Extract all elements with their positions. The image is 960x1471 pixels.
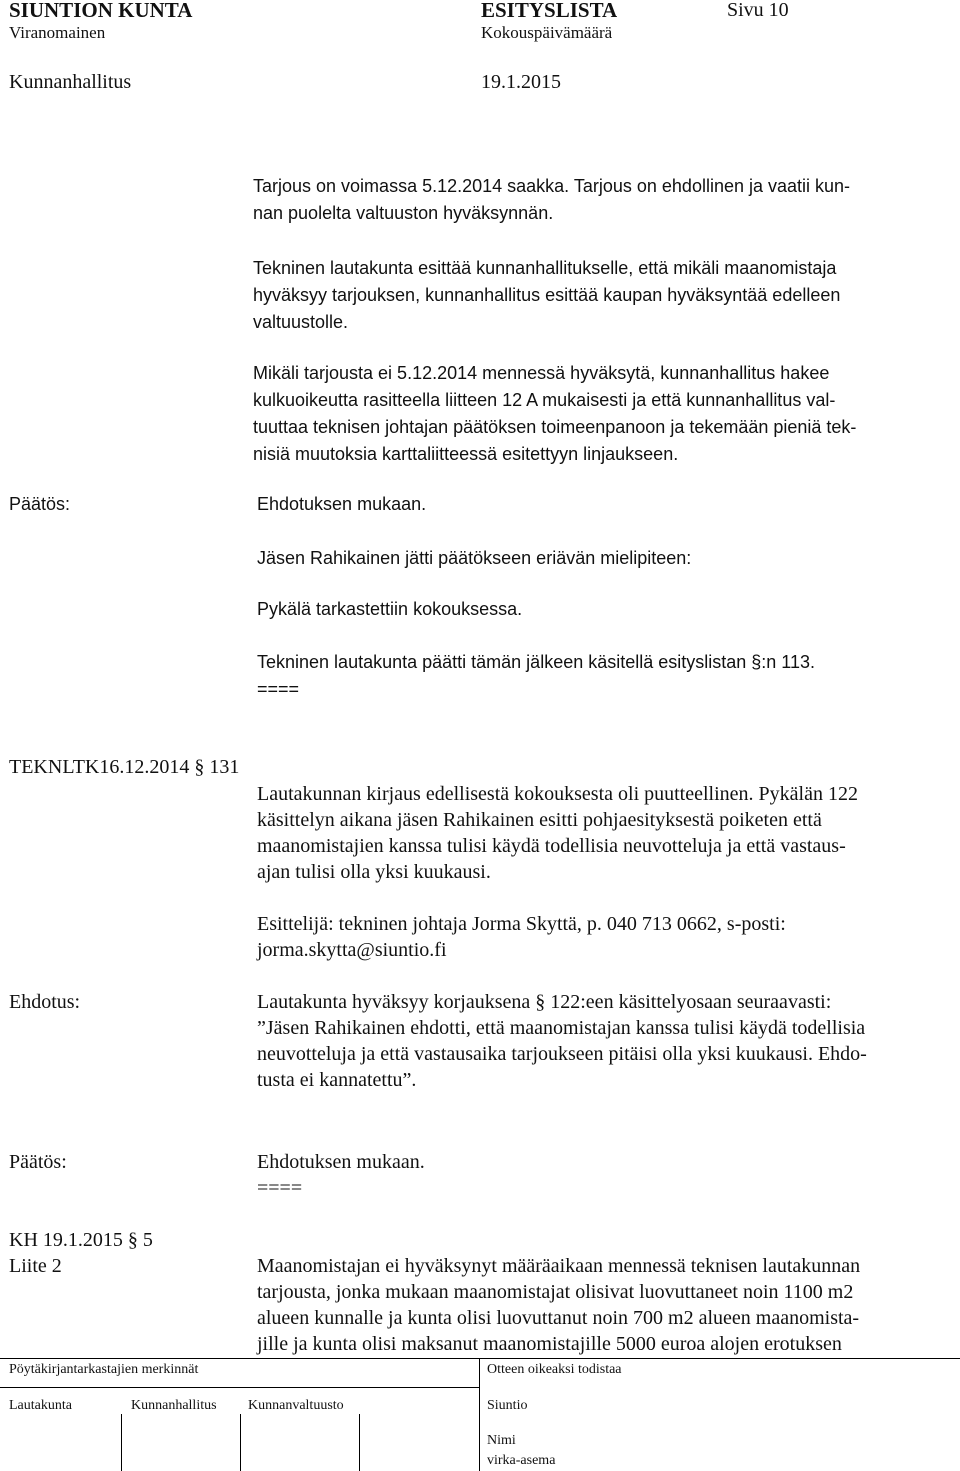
footer-divider: [479, 1358, 480, 1471]
meeting-body: Kunnanhallitus: [9, 71, 132, 93]
presenter-email: jorma.skytta@siuntio.fi: [257, 939, 447, 961]
footer-name: Nimi: [487, 1433, 516, 1448]
intro-line: hyväksyy tarjouksen, kunnanhallitus esittää kaupan hyväksyntää edelleen: [253, 285, 841, 305]
decision-label: Päätös:: [9, 1151, 67, 1173]
intro-line: nan puolelta valtuuston hyväksynnän.: [253, 203, 554, 223]
doc-type: ESITYSLISTA: [481, 0, 618, 22]
footer-top-rule: [0, 1358, 960, 1359]
separator: ====: [257, 1177, 303, 1199]
page-number: Sivu 10: [727, 0, 789, 21]
intro-line: tuuttaa teknisen johtajan päätöksen toimeenpanoon ja tekemään pieniä tek-: [253, 417, 857, 437]
dissent-note: Jäsen Rahikainen jätti päätökseen eriävän mielipiteen:: [257, 548, 692, 568]
org-name: SIUNTION KUNTA: [9, 0, 193, 22]
author-label: Viranomainen: [9, 23, 106, 42]
footer-col-line: [240, 1414, 241, 1471]
proposal-line: ”Jäsen Rahikainen ehdotti, että maanomistajan kanssa tulisi käydä todellisia: [257, 1017, 866, 1039]
proposal-line: neuvotteluja ja että vastausaika tarjoukseen pitäisi olla yksi kuukausi. Ehdo-: [257, 1043, 867, 1065]
meeting-date: 19.1.2015: [481, 71, 561, 93]
proposal-label: Ehdotus:: [9, 991, 81, 1013]
kh-line: jille ja kunta olisi maksanut maanomistajille 5000 euroa alojen erotuksen: [257, 1333, 842, 1355]
date-label: Kokouspäivämäärä: [481, 23, 613, 42]
kh-line: alueen kunnalle ja kunta olisi luovuttanut noin 700 m2 alueen maanomista-: [257, 1307, 860, 1329]
teknltk-line: maanomistajien kanssa tulisi käydä todellisia neuvotteluja ja että vastaus-: [257, 835, 846, 857]
intro-line: Tarjous on voimassa 5.12.2014 saakka. Tarjous on ehdollinen ja vaatii kun-: [253, 176, 851, 196]
footer-col-line: [359, 1414, 360, 1471]
kh-ref: KH 19.1.2015 § 5: [9, 1229, 153, 1251]
teknltk-line: Lautakunnan kirjaus edellisestä kokouksesta oli puutteellinen. Pykälän 122: [257, 783, 858, 805]
teknltk-line: käsittelyn aikana jäsen Rahikainen esitti pohjaesityksestä poiketen että: [257, 809, 822, 831]
footer-col2: Kunnanhallitus: [131, 1398, 217, 1413]
proposal-line: tusta ei kannatettu”.: [257, 1069, 417, 1091]
footer-col3: Kunnanvaltuusto: [248, 1398, 344, 1413]
separator: ====: [257, 679, 300, 699]
checked-note: Pykälä tarkastettiin kokouksessa.: [257, 599, 523, 619]
intro-line: kulkuoikeutta rasitteella liitteen 12 A mukaisesti ja että kunnanhallitus val-: [253, 390, 836, 410]
footer-place: Siuntio: [487, 1398, 528, 1413]
intro-line: nisiä muutoksia karttaliitteessä esitettyyn linjaukseen.: [253, 444, 679, 464]
handling-note: Tekninen lautakunta päätti tämän jälkeen käsitellä esityslistan §:n 113.: [257, 652, 816, 672]
teknltk-line: ajan tulisi olla yksi kuukausi.: [257, 861, 491, 883]
decision-label: Päätös:: [9, 494, 71, 514]
footer-notes-label: Pöytäkirjantarkastajien merkinnät: [9, 1362, 199, 1377]
footer-col1: Lautakunta: [9, 1398, 72, 1413]
intro-line: Mikäli tarjousta ei 5.12.2014 mennessä hyväksytä, kunnanhallitus hakee: [253, 363, 830, 383]
presenter-line: Esittelijä: tekninen johtaja Jorma Skyttä, p. 040 713 0662, s-posti:: [257, 913, 786, 935]
footer-certified: Otteen oikeaksi todistaa: [487, 1362, 622, 1377]
kh-line: Maanomistajan ei hyväksynyt määräaikaan mennessä teknisen lautakunnan: [257, 1255, 861, 1277]
decision-text: Ehdotuksen mukaan.: [257, 1151, 425, 1173]
intro-line: Tekninen lautakunta esittää kunnanhallitukselle, että mikäli maanomistaja: [253, 258, 837, 278]
intro-line: valtuustolle.: [253, 312, 349, 332]
attachment-label: Liite 2: [9, 1255, 62, 1277]
decision-text: Ehdotuksen mukaan.: [257, 494, 427, 514]
teknltk-ref: TEKNLTK16.12.2014 § 131: [9, 756, 240, 778]
footer-mid-rule: [0, 1387, 480, 1388]
footer-title: virka-asema: [487, 1453, 556, 1468]
kh-line: tarjousta, jonka mukaan maanomistajat olisivat luovuttaneet noin 1100 m2: [257, 1281, 854, 1303]
proposal-line: Lautakunta hyväksyy korjauksena § 122:een käsittelyosaan seuraavasti:: [257, 991, 832, 1013]
footer-col-line: [121, 1414, 122, 1471]
